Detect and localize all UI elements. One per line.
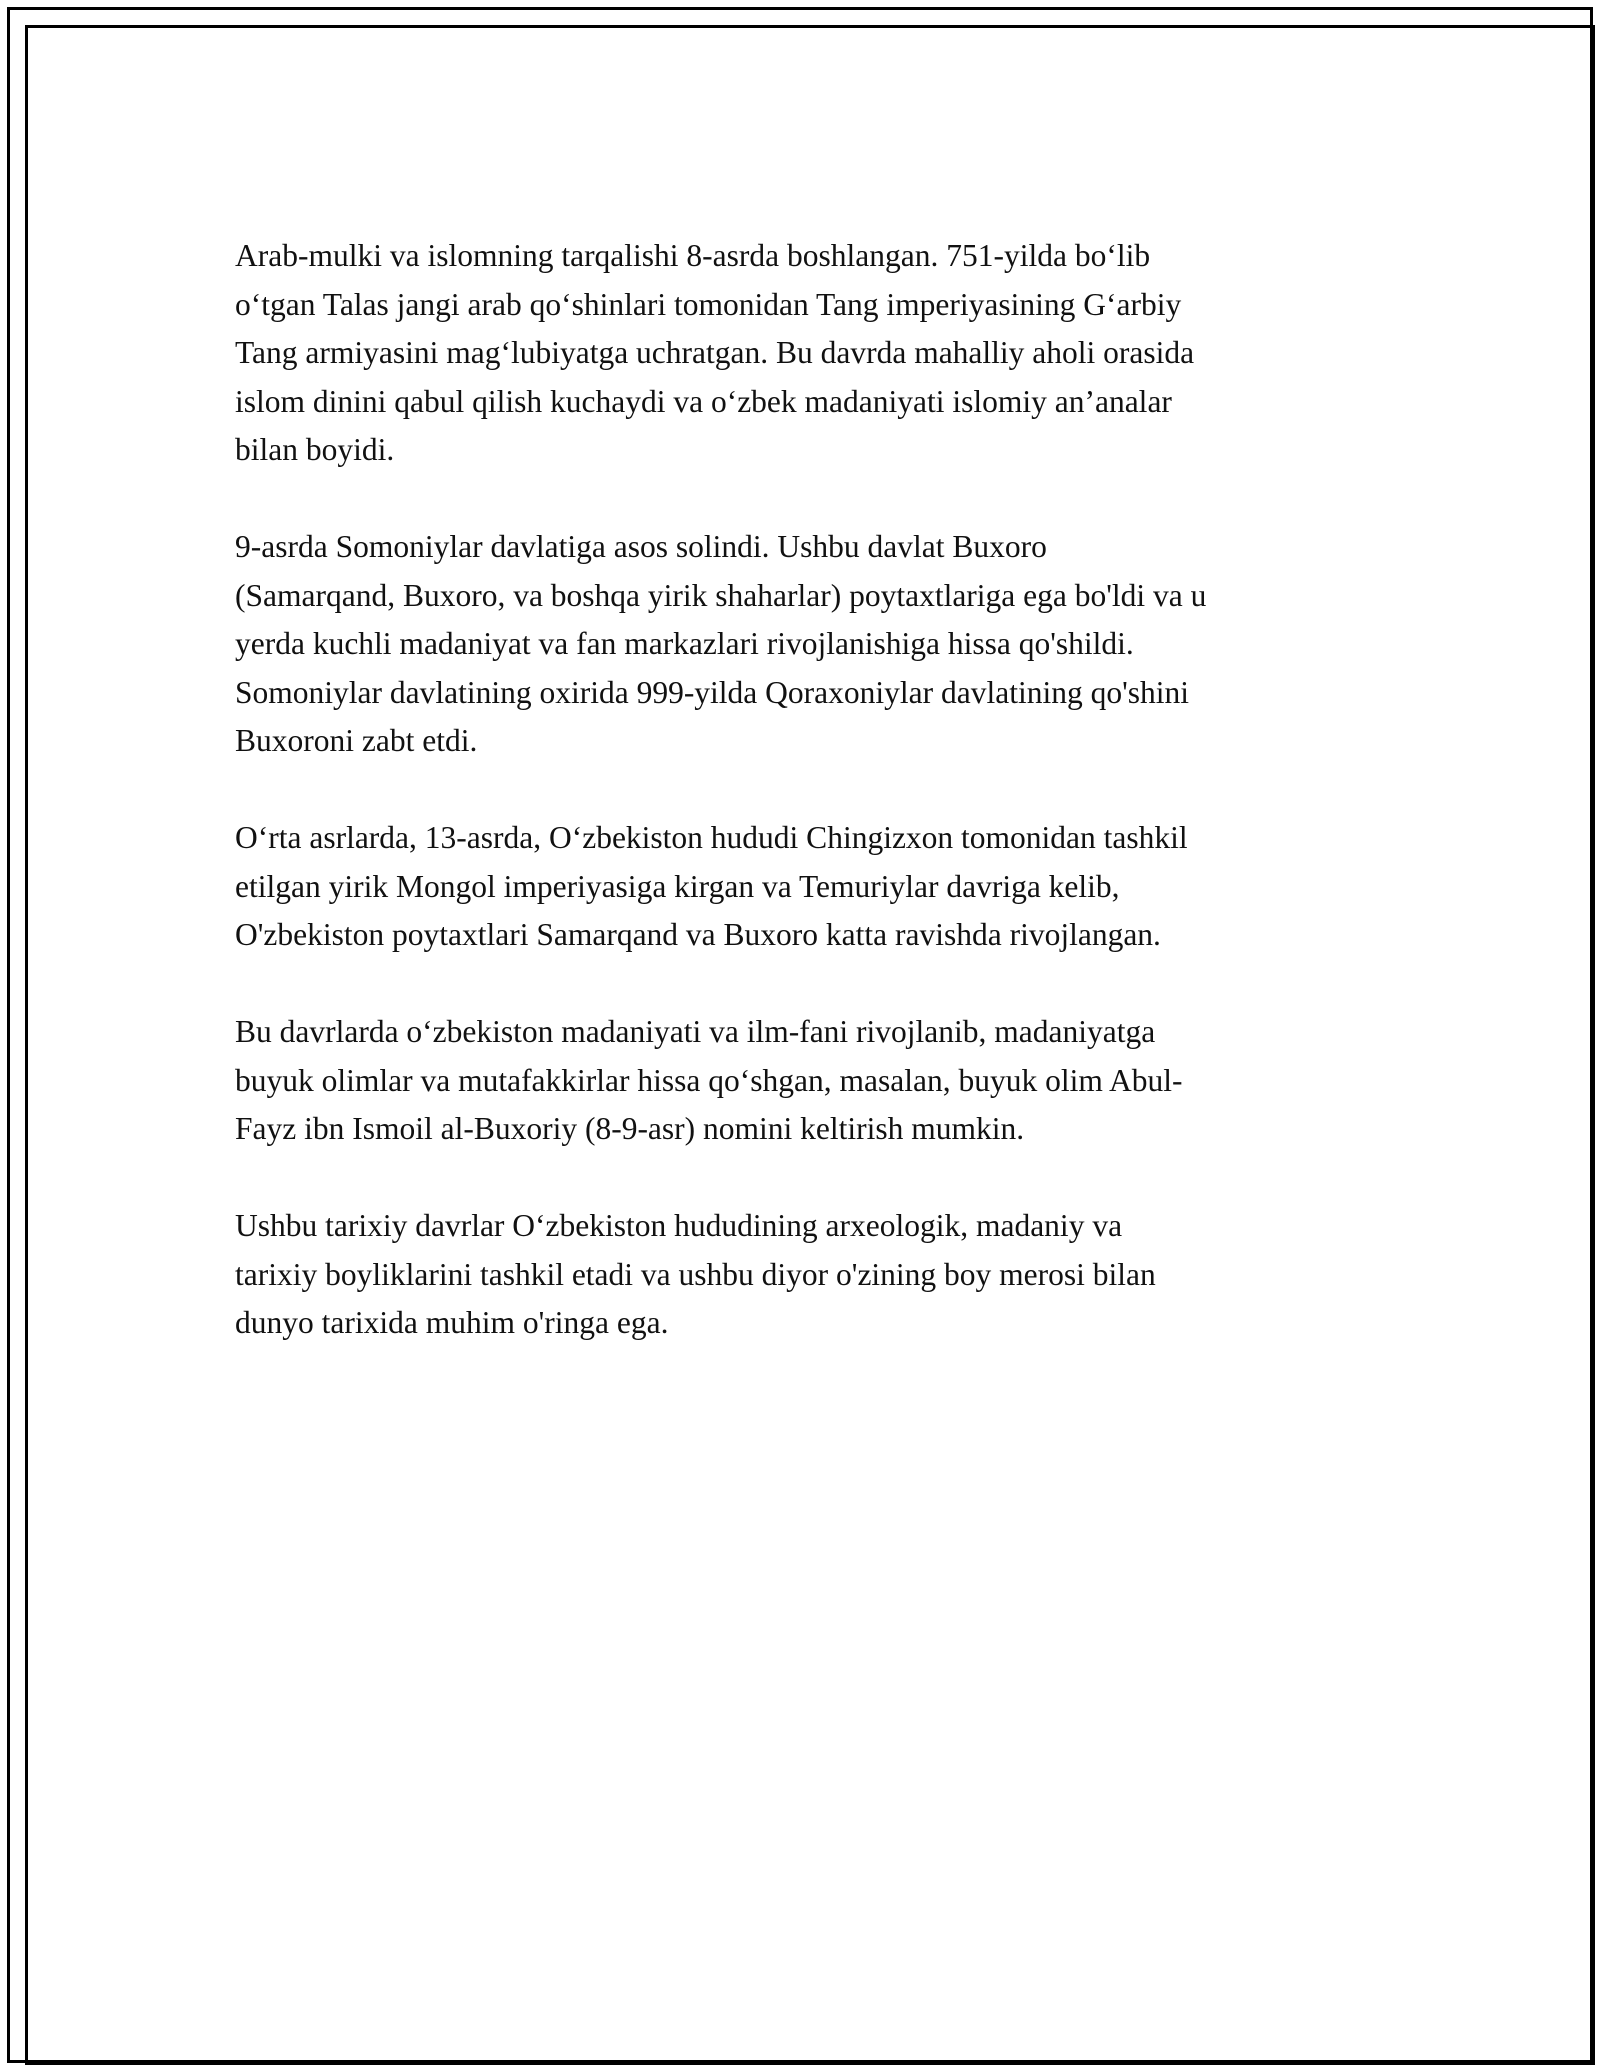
text-line: Somoniylar davlatining oxirida 999-yilda Qoraxoniylar davlatining qo'shini: [235, 674, 1190, 710]
text-line: dunyo tarixida muhim o'ringa ega.: [235, 1305, 669, 1340]
paragraph-5: [235, 1202, 1375, 1348]
text-line: 9-asrda Somoniylar davlatiga asos solindi. Ushbu davlat Buxoro: [235, 529, 1047, 564]
text-line: yerda kuchli madaniyat va fan markazlari rivojlanishiga hissa qo'shildi.: [235, 626, 1134, 661]
text-line: etilgan yirik Mongol imperiyasiga kirgan va Temuriylar davriga kelib,: [235, 868, 1120, 904]
text-line: (Samarqand, Buxoro, va boshqa yirik shaharlar) poytaxtlariga ega bo'ldi va u: [235, 577, 1207, 613]
text-line: Fayz ibn Ismoil al-Buxoriy (8-9-asr) nomini keltirish mumkin.: [235, 1111, 1025, 1146]
text-line: O'zbekiston poytaxtlari Samarqand va Buxoro katta ravishda rivojlangan.: [235, 917, 1161, 952]
text-line: Ushbu tarixiy davrlar O‘zbekiston hududining arxeologik, madaniy va: [235, 1208, 1123, 1243]
text-line: buyuk olimlar va mutafakkirlar hissa qo‘shgan, masalan, buyuk olim Abul-: [235, 1062, 1183, 1098]
paragraph-4: [235, 1008, 1375, 1154]
text-line: Tang armiyasini mag‘lubiyatga uchratgan. Bu davrda mahalliy aholi orasida: [235, 335, 1195, 370]
text-line: islom dinini qabul qilish kuchaydi va o‘zbek madaniyati islomiy an’analar: [235, 383, 1172, 419]
text-line: tarixiy boyliklarini tashkil etadi va ushbu diyor o'zining boy merosi bilan: [235, 1256, 1156, 1292]
paragraph-1: [235, 232, 1375, 475]
document-body: [235, 232, 1375, 1396]
text-line: bilan boyidi.: [235, 432, 395, 467]
text-line: O‘rta asrlarda, 13-asrda, O‘zbekiston hududi Chingizxon tomonidan tashkil: [235, 820, 1188, 855]
text-line: Bu davrlarda o‘zbekiston madaniyati va ilm-fani rivojlanib, madaniyatga: [235, 1014, 1156, 1049]
text-line: Arab-mulki va islomning tarqalishi 8-asrda boshlangan. 751-yilda bo‘lib: [235, 238, 1151, 273]
paragraph-3: [235, 814, 1375, 960]
text-line: Buxoroni zabt etdi.: [235, 723, 478, 758]
paragraph-2: [235, 523, 1375, 766]
text-line: o‘tgan Talas jangi arab qo‘shinlari tomonidan Tang imperiyasining G‘arbiy: [235, 286, 1182, 322]
